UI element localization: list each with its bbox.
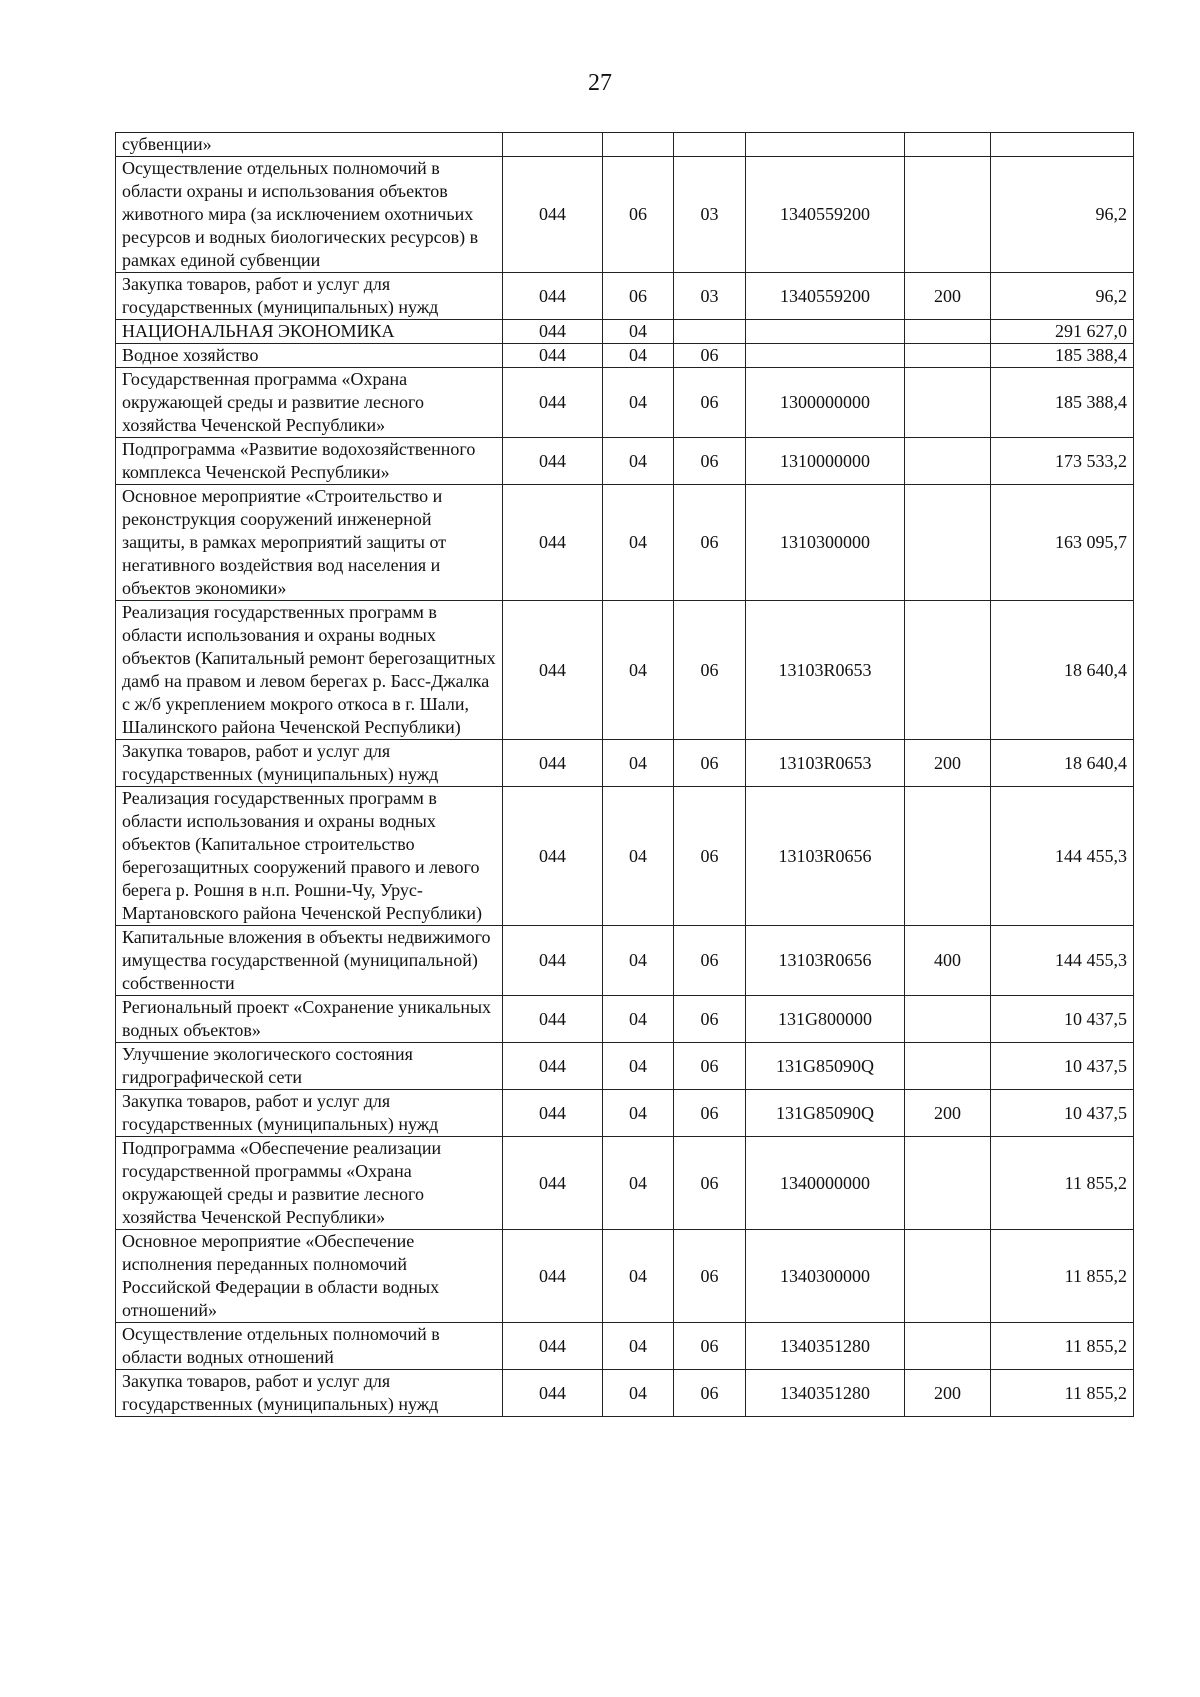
table-row	[116, 926, 1134, 996]
row-section-code: 04	[603, 1137, 674, 1230]
row-ministry-code: 044	[503, 740, 603, 787]
row-ministry-code: 044	[503, 1323, 603, 1370]
table-row	[116, 344, 1134, 368]
row-expense-type-code: 200	[905, 740, 991, 787]
page-number: 27	[588, 70, 612, 96]
table-row	[116, 1137, 1134, 1230]
row-amount: 11 855,2	[991, 1137, 1134, 1230]
row-section-code: 04	[603, 1370, 674, 1417]
row-section-code: 04	[603, 996, 674, 1043]
row-ministry-code: 044	[503, 996, 603, 1043]
row-section-code: 04	[603, 787, 674, 926]
row-name: Капитальные вложения в объекты недвижимого имущества государственной (муниципальной) собственности	[116, 926, 503, 996]
budget-table-body	[116, 133, 1134, 1417]
table-row	[116, 787, 1134, 926]
row-expense-type-code	[905, 996, 991, 1043]
row-expense-type-code	[905, 1043, 991, 1090]
row-name: Подпрограмма «Обеспечение реализации государственной программы «Охрана окружающей среды и развитие лесного хозяйства Чеченской Республики»	[116, 1137, 503, 1230]
row-target-item-code: 1310000000	[746, 438, 905, 485]
row-section-code: 04	[603, 1323, 674, 1370]
row-target-item-code: 13103R0656	[746, 787, 905, 926]
row-name: Осуществление отдельных полномочий в области водных отношений	[116, 1323, 503, 1370]
row-name: Реализация государственных программ в области использования и охраны водных объектов (Капитальное строительство берегозащитных сооружений правого и левого берега р. Рошня в н.п. Рошни-Чу, Урус-Мартановского района Чеченской Республики)	[116, 787, 503, 926]
table-row	[116, 996, 1134, 1043]
row-section-code: 06	[603, 157, 674, 273]
row-target-item-code: 13103R0656	[746, 926, 905, 996]
row-subsection-code: 06	[674, 1230, 746, 1323]
row-target-item-code: 1340559200	[746, 157, 905, 273]
row-amount: 173 533,2	[991, 438, 1134, 485]
row-ministry-code: 044	[503, 1090, 603, 1137]
row-expense-type-code	[905, 344, 991, 368]
table-row	[116, 157, 1134, 273]
row-name: Закупка товаров, работ и услуг для государственных (муниципальных) нужд	[116, 1370, 503, 1417]
row-amount: 163 095,7	[991, 485, 1134, 601]
row-expense-type-code	[905, 485, 991, 601]
table-row	[116, 1370, 1134, 1417]
row-amount: 291 627,0	[991, 320, 1134, 344]
table-row	[116, 1323, 1134, 1370]
row-subsection-code: 06	[674, 787, 746, 926]
row-amount: 18 640,4	[991, 601, 1134, 740]
row-name: Закупка товаров, работ и услуг для государственных (муниципальных) нужд	[116, 273, 503, 320]
row-ministry-code: 044	[503, 485, 603, 601]
table-row	[116, 368, 1134, 438]
row-amount: 10 437,5	[991, 1090, 1134, 1137]
table-row	[116, 601, 1134, 740]
row-subsection-code: 06	[674, 1043, 746, 1090]
row-section-code: 04	[603, 344, 674, 368]
row-amount	[991, 133, 1134, 157]
row-subsection-code: 06	[674, 438, 746, 485]
row-ministry-code: 044	[503, 1137, 603, 1230]
row-subsection-code: 06	[674, 996, 746, 1043]
row-name: субвенции»	[116, 133, 503, 157]
row-expense-type-code	[905, 601, 991, 740]
row-target-item-code	[746, 133, 905, 157]
row-expense-type-code	[905, 438, 991, 485]
row-expense-type-code	[905, 1230, 991, 1323]
row-name: Основное мероприятие «Обеспечение исполнения переданных полномочий Российской Федерации в области водных отношений»	[116, 1230, 503, 1323]
row-amount: 10 437,5	[991, 996, 1134, 1043]
row-subsection-code: 06	[674, 368, 746, 438]
row-expense-type-code	[905, 1323, 991, 1370]
row-ministry-code: 044	[503, 273, 603, 320]
row-subsection-code	[674, 320, 746, 344]
row-subsection-code: 06	[674, 601, 746, 740]
row-subsection-code	[674, 133, 746, 157]
table-row	[116, 273, 1134, 320]
row-target-item-code: 1300000000	[746, 368, 905, 438]
row-target-item-code: 131G800000	[746, 996, 905, 1043]
row-amount: 10 437,5	[991, 1043, 1134, 1090]
row-ministry-code: 044	[503, 601, 603, 740]
row-subsection-code: 03	[674, 273, 746, 320]
row-ministry-code: 044	[503, 787, 603, 926]
row-expense-type-code: 200	[905, 1090, 991, 1137]
row-expense-type-code: 200	[905, 1370, 991, 1417]
row-section-code: 04	[603, 1230, 674, 1323]
row-section-code: 04	[603, 485, 674, 601]
row-target-item-code: 1340300000	[746, 1230, 905, 1323]
row-expense-type-code	[905, 787, 991, 926]
row-amount: 96,2	[991, 157, 1134, 273]
row-section-code: 04	[603, 438, 674, 485]
row-section-code: 06	[603, 273, 674, 320]
row-amount: 144 455,3	[991, 926, 1134, 996]
row-name: Осуществление отдельных полномочий в области охраны и использования объектов животного мира (за исключением охотничьих ресурсов и водных биологических ресурсов) в рамках единой субвенции	[116, 157, 503, 273]
table-row	[116, 740, 1134, 787]
row-subsection-code: 06	[674, 485, 746, 601]
row-amount: 18 640,4	[991, 740, 1134, 787]
row-name: Основное мероприятие «Строительство и реконструкция сооружений инженерной защиты, в рамках мероприятий защиты от негативного воздействия вод населения и объектов экономики»	[116, 485, 503, 601]
row-name: Подпрограмма «Развитие водохозяйственного комплекса Чеченской Республики»	[116, 438, 503, 485]
row-target-item-code: 1310300000	[746, 485, 905, 601]
row-section-code	[603, 133, 674, 157]
row-target-item-code	[746, 344, 905, 368]
row-name: Государственная программа «Охрана окружающей среды и развитие лесного хозяйства Чеченской Республики»	[116, 368, 503, 438]
row-ministry-code: 044	[503, 157, 603, 273]
row-ministry-code: 044	[503, 344, 603, 368]
row-ministry-code: 044	[503, 368, 603, 438]
row-amount: 11 855,2	[991, 1230, 1134, 1323]
row-target-item-code: 1340000000	[746, 1137, 905, 1230]
row-target-item-code: 131G85090Q	[746, 1090, 905, 1137]
row-name: Закупка товаров, работ и услуг для государственных (муниципальных) нужд	[116, 1090, 503, 1137]
table-row	[116, 1043, 1134, 1090]
budget-table	[115, 132, 1134, 1417]
row-ministry-code: 044	[503, 926, 603, 996]
row-target-item-code: 13103R0653	[746, 740, 905, 787]
row-section-code: 04	[603, 1090, 674, 1137]
row-expense-type-code: 400	[905, 926, 991, 996]
table-row	[116, 438, 1134, 485]
table-row	[116, 320, 1134, 344]
row-amount: 144 455,3	[991, 787, 1134, 926]
row-ministry-code: 044	[503, 438, 603, 485]
row-section-code: 04	[603, 926, 674, 996]
row-expense-type-code: 200	[905, 273, 991, 320]
row-name: Закупка товаров, работ и услуг для государственных (муниципальных) нужд	[116, 740, 503, 787]
row-subsection-code: 06	[674, 926, 746, 996]
table-row	[116, 485, 1134, 601]
row-section-code: 04	[603, 601, 674, 740]
row-target-item-code: 1340351280	[746, 1370, 905, 1417]
row-name: НАЦИОНАЛЬНАЯ ЭКОНОМИКА	[116, 320, 503, 344]
row-amount: 185 388,4	[991, 344, 1134, 368]
row-ministry-code: 044	[503, 1230, 603, 1323]
row-subsection-code: 06	[674, 740, 746, 787]
row-name: Реализация государственных программ в области использования и охраны водных объектов (Капитальный ремонт берегозащитных дамб на правом и левом берегах р. Басс-Джалка с ж/б укреплением мокрого откоса в г. Шали, Шалинского района Чеченской Республики)	[116, 601, 503, 740]
row-subsection-code: 06	[674, 1090, 746, 1137]
row-name: Водное хозяйство	[116, 344, 503, 368]
row-expense-type-code	[905, 157, 991, 273]
row-expense-type-code	[905, 1137, 991, 1230]
row-subsection-code: 06	[674, 1323, 746, 1370]
table-row	[116, 133, 1134, 157]
row-section-code: 04	[603, 368, 674, 438]
row-expense-type-code	[905, 133, 991, 157]
row-expense-type-code	[905, 320, 991, 344]
row-target-item-code: 13103R0653	[746, 601, 905, 740]
row-amount: 11 855,2	[991, 1370, 1134, 1417]
row-target-item-code: 1340351280	[746, 1323, 905, 1370]
row-section-code: 04	[603, 740, 674, 787]
row-name: Региональный проект «Сохранение уникальных водных объектов»	[116, 996, 503, 1043]
row-target-item-code: 1340559200	[746, 273, 905, 320]
row-amount: 11 855,2	[991, 1323, 1134, 1370]
row-name: Улучшение экологического состояния гидрографической сети	[116, 1043, 503, 1090]
row-ministry-code: 044	[503, 1370, 603, 1417]
row-subsection-code: 03	[674, 157, 746, 273]
row-subsection-code: 06	[674, 1370, 746, 1417]
row-ministry-code: 044	[503, 1043, 603, 1090]
row-amount: 96,2	[991, 273, 1134, 320]
row-section-code: 04	[603, 320, 674, 344]
row-target-item-code: 131G85090Q	[746, 1043, 905, 1090]
row-ministry-code: 044	[503, 320, 603, 344]
row-amount: 185 388,4	[991, 368, 1134, 438]
table-row	[116, 1230, 1134, 1323]
table-row	[116, 1090, 1134, 1137]
row-section-code: 04	[603, 1043, 674, 1090]
row-subsection-code: 06	[674, 1137, 746, 1230]
row-target-item-code	[746, 320, 905, 344]
row-expense-type-code	[905, 368, 991, 438]
row-subsection-code: 06	[674, 344, 746, 368]
row-ministry-code	[503, 133, 603, 157]
